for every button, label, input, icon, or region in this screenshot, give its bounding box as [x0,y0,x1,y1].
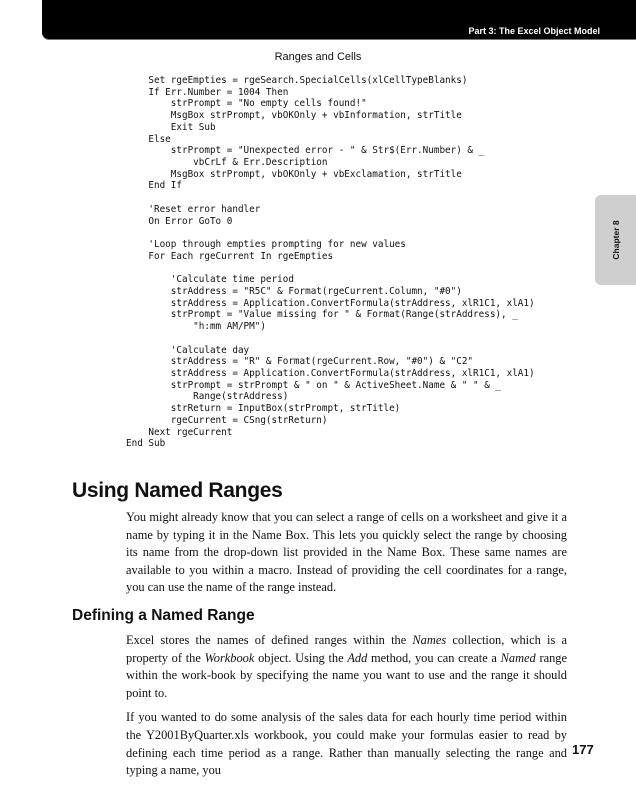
chapter-tab-label: Chapter 8 [610,220,621,260]
code-line: MsgBox strPrompt, vbOKOnly + vbExclamation, strTitle [126,168,462,180]
code-line: 'Loop through empties prompting for new values [126,239,406,251]
text-run: object. Using the [254,650,348,665]
italic-term: Names [412,632,447,647]
running-head: Ranges and Cells [274,51,362,63]
code-line [126,192,535,204]
code-line [126,263,535,275]
code-line: Next rgeCurrent [126,426,233,438]
code-line: vbCrLf & Err.Description [126,157,328,169]
code-line: 'Calculate time period [126,274,294,286]
code-line: strAddress = Application.ConvertFormula(strAddress, xlR1C1, xlA1) [126,297,535,309]
code-line: 'Calculate day [126,344,250,356]
text-run: Excel stores the names of defined ranges within the [126,632,413,647]
code-line: Exit Sub [126,121,216,133]
code-line: strPrompt = strPrompt & " on " & ActiveSheet.Name & " " & _ [126,379,502,391]
part-title: Part 3: The Excel Object Model [468,26,600,36]
code-line: 'Reset error handler [126,203,261,215]
text-run: collection, which is a property of the [126,632,567,665]
italic-term: Workbook [204,650,255,665]
text-run: range within the work-book by specifying the name you want to use and the range it should point to. [126,650,567,700]
code-line: MsgBox strPrompt, vbOKOnly + vbInformation, strTitle [126,110,462,122]
code-line: strReturn = InputBox(strPrompt, strTitle) [126,403,401,415]
code-line: On Error GoTo 0 [126,215,233,227]
code-listing [126,75,535,450]
code-line [126,227,535,239]
code-line: Range(strAddress) [126,391,289,403]
section-paragraph: You might already know that you can select a range of cells on a worksheet and give it a name by typing it in the Name Box. This lets you quickly select the range by choosing its name from the drop-down list provided in the Name Box. These same names are available to you within a macro. Instead of providing the cell coordinates for a range, you can use the name of the range instead. [126,510,567,595]
code-line: strPrompt = "Value missing for " & Format(Range(strAddress), _ [126,309,518,321]
code-line: For Each rgeCurrent In rgeEmpties [126,250,334,262]
code-line [126,333,535,345]
code-line: If Err.Number = 1004 Then [126,86,289,98]
subsection-paragraph-2: If you wanted to do some analysis of the sales data for each hourly time period within the Y2001ByQuarter.xls workbook, you could make your formulas easier to read by defining each time period as a range. Rather than manually selecting the range and typing a name, you [126,710,567,778]
subsection-heading: Defining a Named Range [72,606,255,624]
code-line: strAddress = "R5C" & Format(rgeCurrent.Column, "#0") [126,285,462,297]
subsection-paragraph-1 [126,632,567,702]
section-heading: Using Named Ranges [72,479,283,502]
chapter-tab [595,195,636,285]
body-text [72,478,567,787]
code-line: strAddress = "R" & Format(rgeCurrent.Row, "#0") & "C2" [126,356,474,368]
header-bar [42,0,636,39]
code-line: Else [126,133,171,145]
code-line: End If [126,180,182,192]
code-line: rgeCurrent = CSng(strReturn) [126,414,328,426]
code-line: strAddress = Application.ConvertFormula(strAddress, xlR1C1, xlA1) [126,367,535,379]
code-line: "h:mm AM/PM") [126,321,266,333]
italic-term: Add [347,650,368,665]
page-number: 177 [572,742,594,757]
text-run: method, you can create a [367,650,501,665]
code-line: Set rgeEmpties = rgeSearch.SpecialCells(xlCellTypeBlanks) [126,75,468,86]
italic-term: Named [500,650,536,665]
code-line: End Sub [126,438,166,450]
code-line: strPrompt = "No empty cells found!" [126,98,367,110]
code-line: strPrompt = "Unexpected error - " & Str$(Err.Number) & _ [126,145,485,157]
